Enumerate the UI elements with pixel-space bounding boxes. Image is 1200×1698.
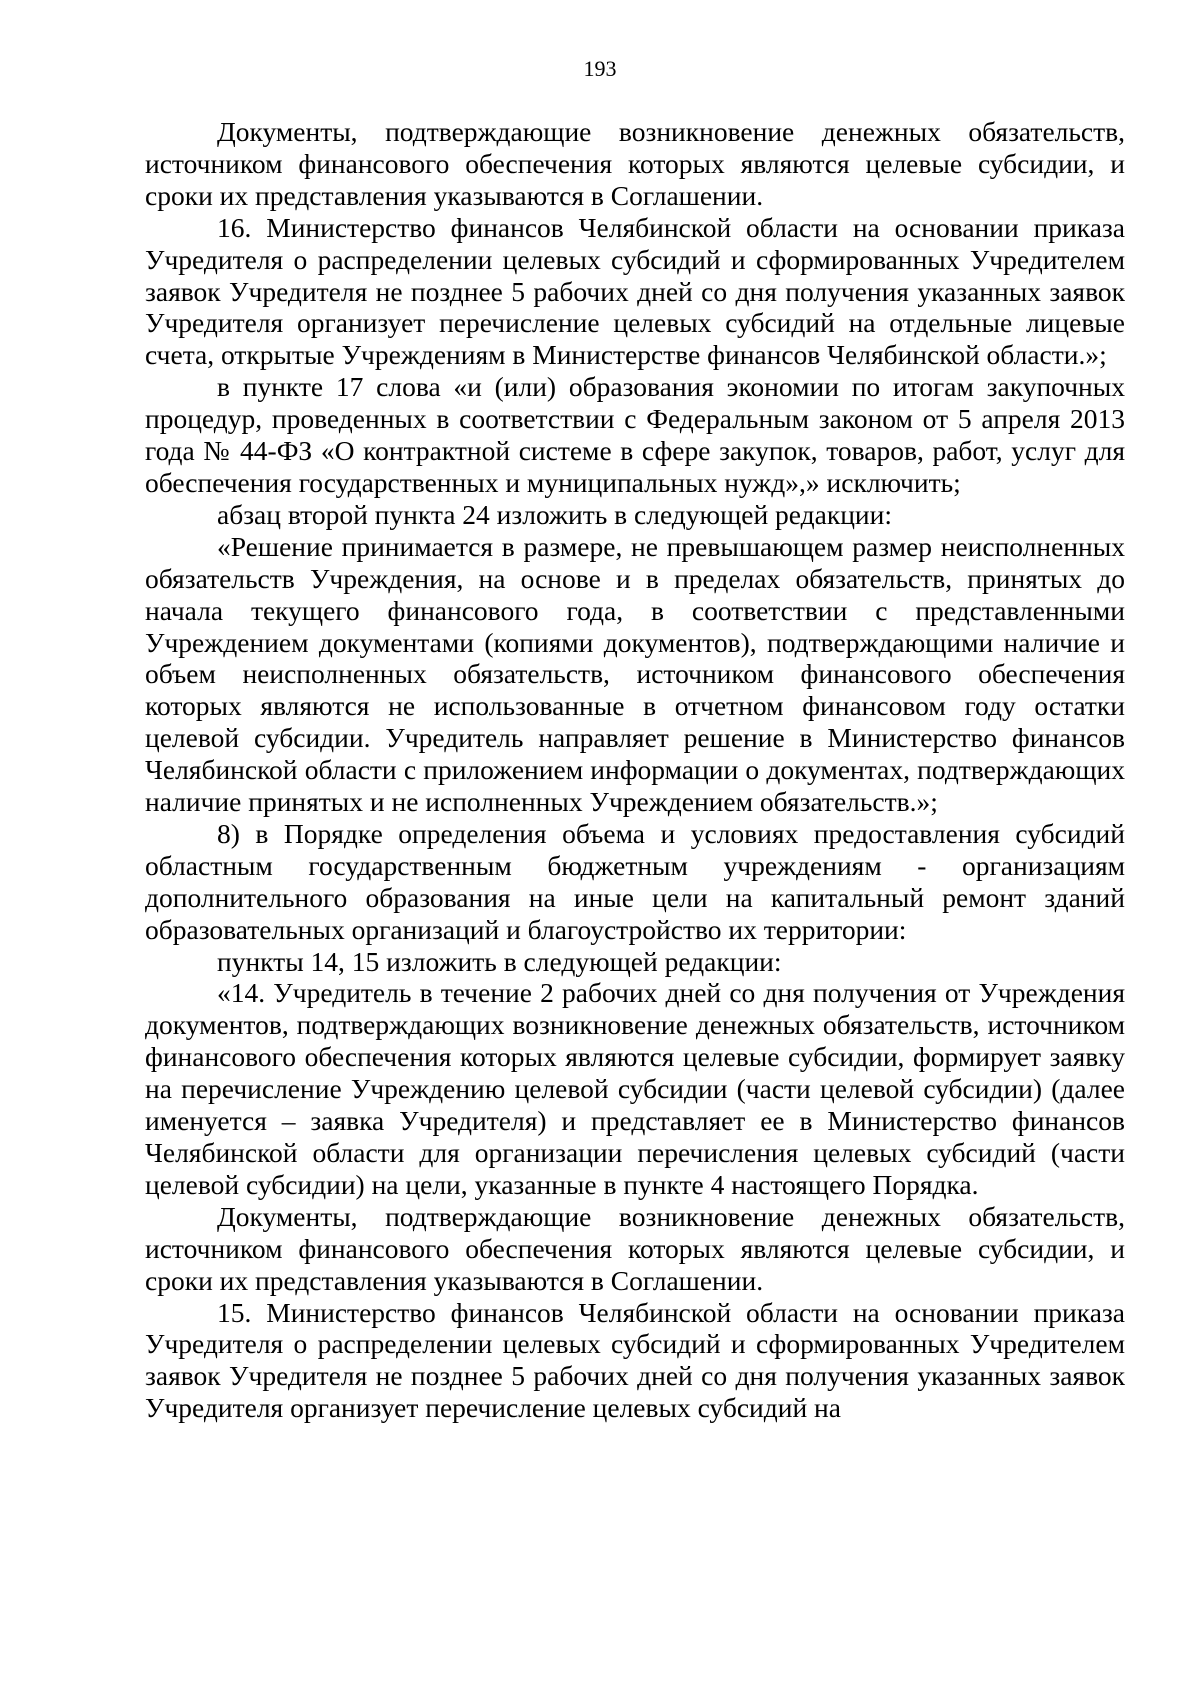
paragraph-item-24-intro: абзац второй пункта 24 изложить в следующей редакции: xyxy=(217,498,892,530)
paragraph-documents-confirm: Документы, подтверждающие возникновение денежных обязательств, источником финансового обеспечения которых являются целевые субсидии, и сроки их представления указываются в Соглашении. xyxy=(145,116,1125,211)
paragraph-item-8-procedure: 8) в Порядке определения объема и условиях предоставления субсидий областным государственным бюджетным учреждениям - организациям дополнительного образования на иные цели на капитальный ремонт зданий образовательных организаций и благоустройство их территории: xyxy=(145,817,1125,945)
paragraph-decision-text: «Решение принимается в размере, не превышающем размер неисполненных обязательств Учреждения, на основе и в пределах обязательств, принятых до начала текущего финансового года, в соответствии с представленными Учреждением документами (копиями документов), подтверждающими наличие и объем неисполненных обязательств, источником финансового обеспечения которых являются не использованные в отчетном финансовом году остатки целевой субсидии. Учредитель направляет решение в Министерство финансов Челябинской области с приложением информации о документах, подтверждающих наличие принятых и не исполненных Учреждением обязательств.»; xyxy=(145,530,1125,818)
document-body xyxy=(145,116,1125,1424)
paragraph-item-17-amendment: в пункте 17 слова «и (или) образования экономии по итогам закупочных процедур, проведенных в соответствии с Федеральным законом от 5 апреля 2013 года № 44-ФЗ «О контрактной системе в сфере закупок, товаров, работ, услуг для обеспечения государственных и муниципальных нужд»,» исключить; xyxy=(145,371,1125,498)
paragraph-item-14: «14. Учредитель в течение 2 рабочих дней со дня получения от Учреждения документов, подтверждающих возникновение денежных обязательств, источником финансового обеспечения которых являются целевые субсидии, формирует заявку на перечисление Учреждению целевой субсидии (части целевой субсидии) (далее именуется – заявка Учредителя) и представляет ее в Министерство финансов Челябинской области для организации перечисления целевых субсидий (части целевой субсидии) на цели, указанные в пункте 4 настоящего Порядка. xyxy=(145,977,1125,1200)
page-number: 193 xyxy=(583,56,617,81)
paragraph-items-14-15-intro: пункты 14, 15 изложить в следующей редакции: xyxy=(217,945,782,977)
paragraph-item-15: 15. Министерство финансов Челябинской области на основании приказа Учредителя о распределении целевых субсидий и сформированных Учредителем заявок Учредителя не позднее 5 рабочих дней со дня получения указанных заявок Учредителя организует перечисление целевых субсидий на xyxy=(145,1296,1125,1424)
paragraph-documents-confirm-repeat: Документы, подтверждающие возникновение денежных обязательств, источником финансового обеспечения которых являются целевые субсидии, и сроки их представления указываются в Соглашении. xyxy=(145,1200,1125,1296)
paragraph-item-16: 16. Министерство финансов Челябинской области на основании приказа Учредителя о распределении целевых субсидий и сформированных Учредителем заявок Учредителя не позднее 5 рабочих дней со дня получения указанных заявок Учредителя организует перечисление целевых субсидий на отдельные лицевые счета, открытые Учреждениям в Министерстве финансов Челябинской области.»; xyxy=(145,211,1125,371)
